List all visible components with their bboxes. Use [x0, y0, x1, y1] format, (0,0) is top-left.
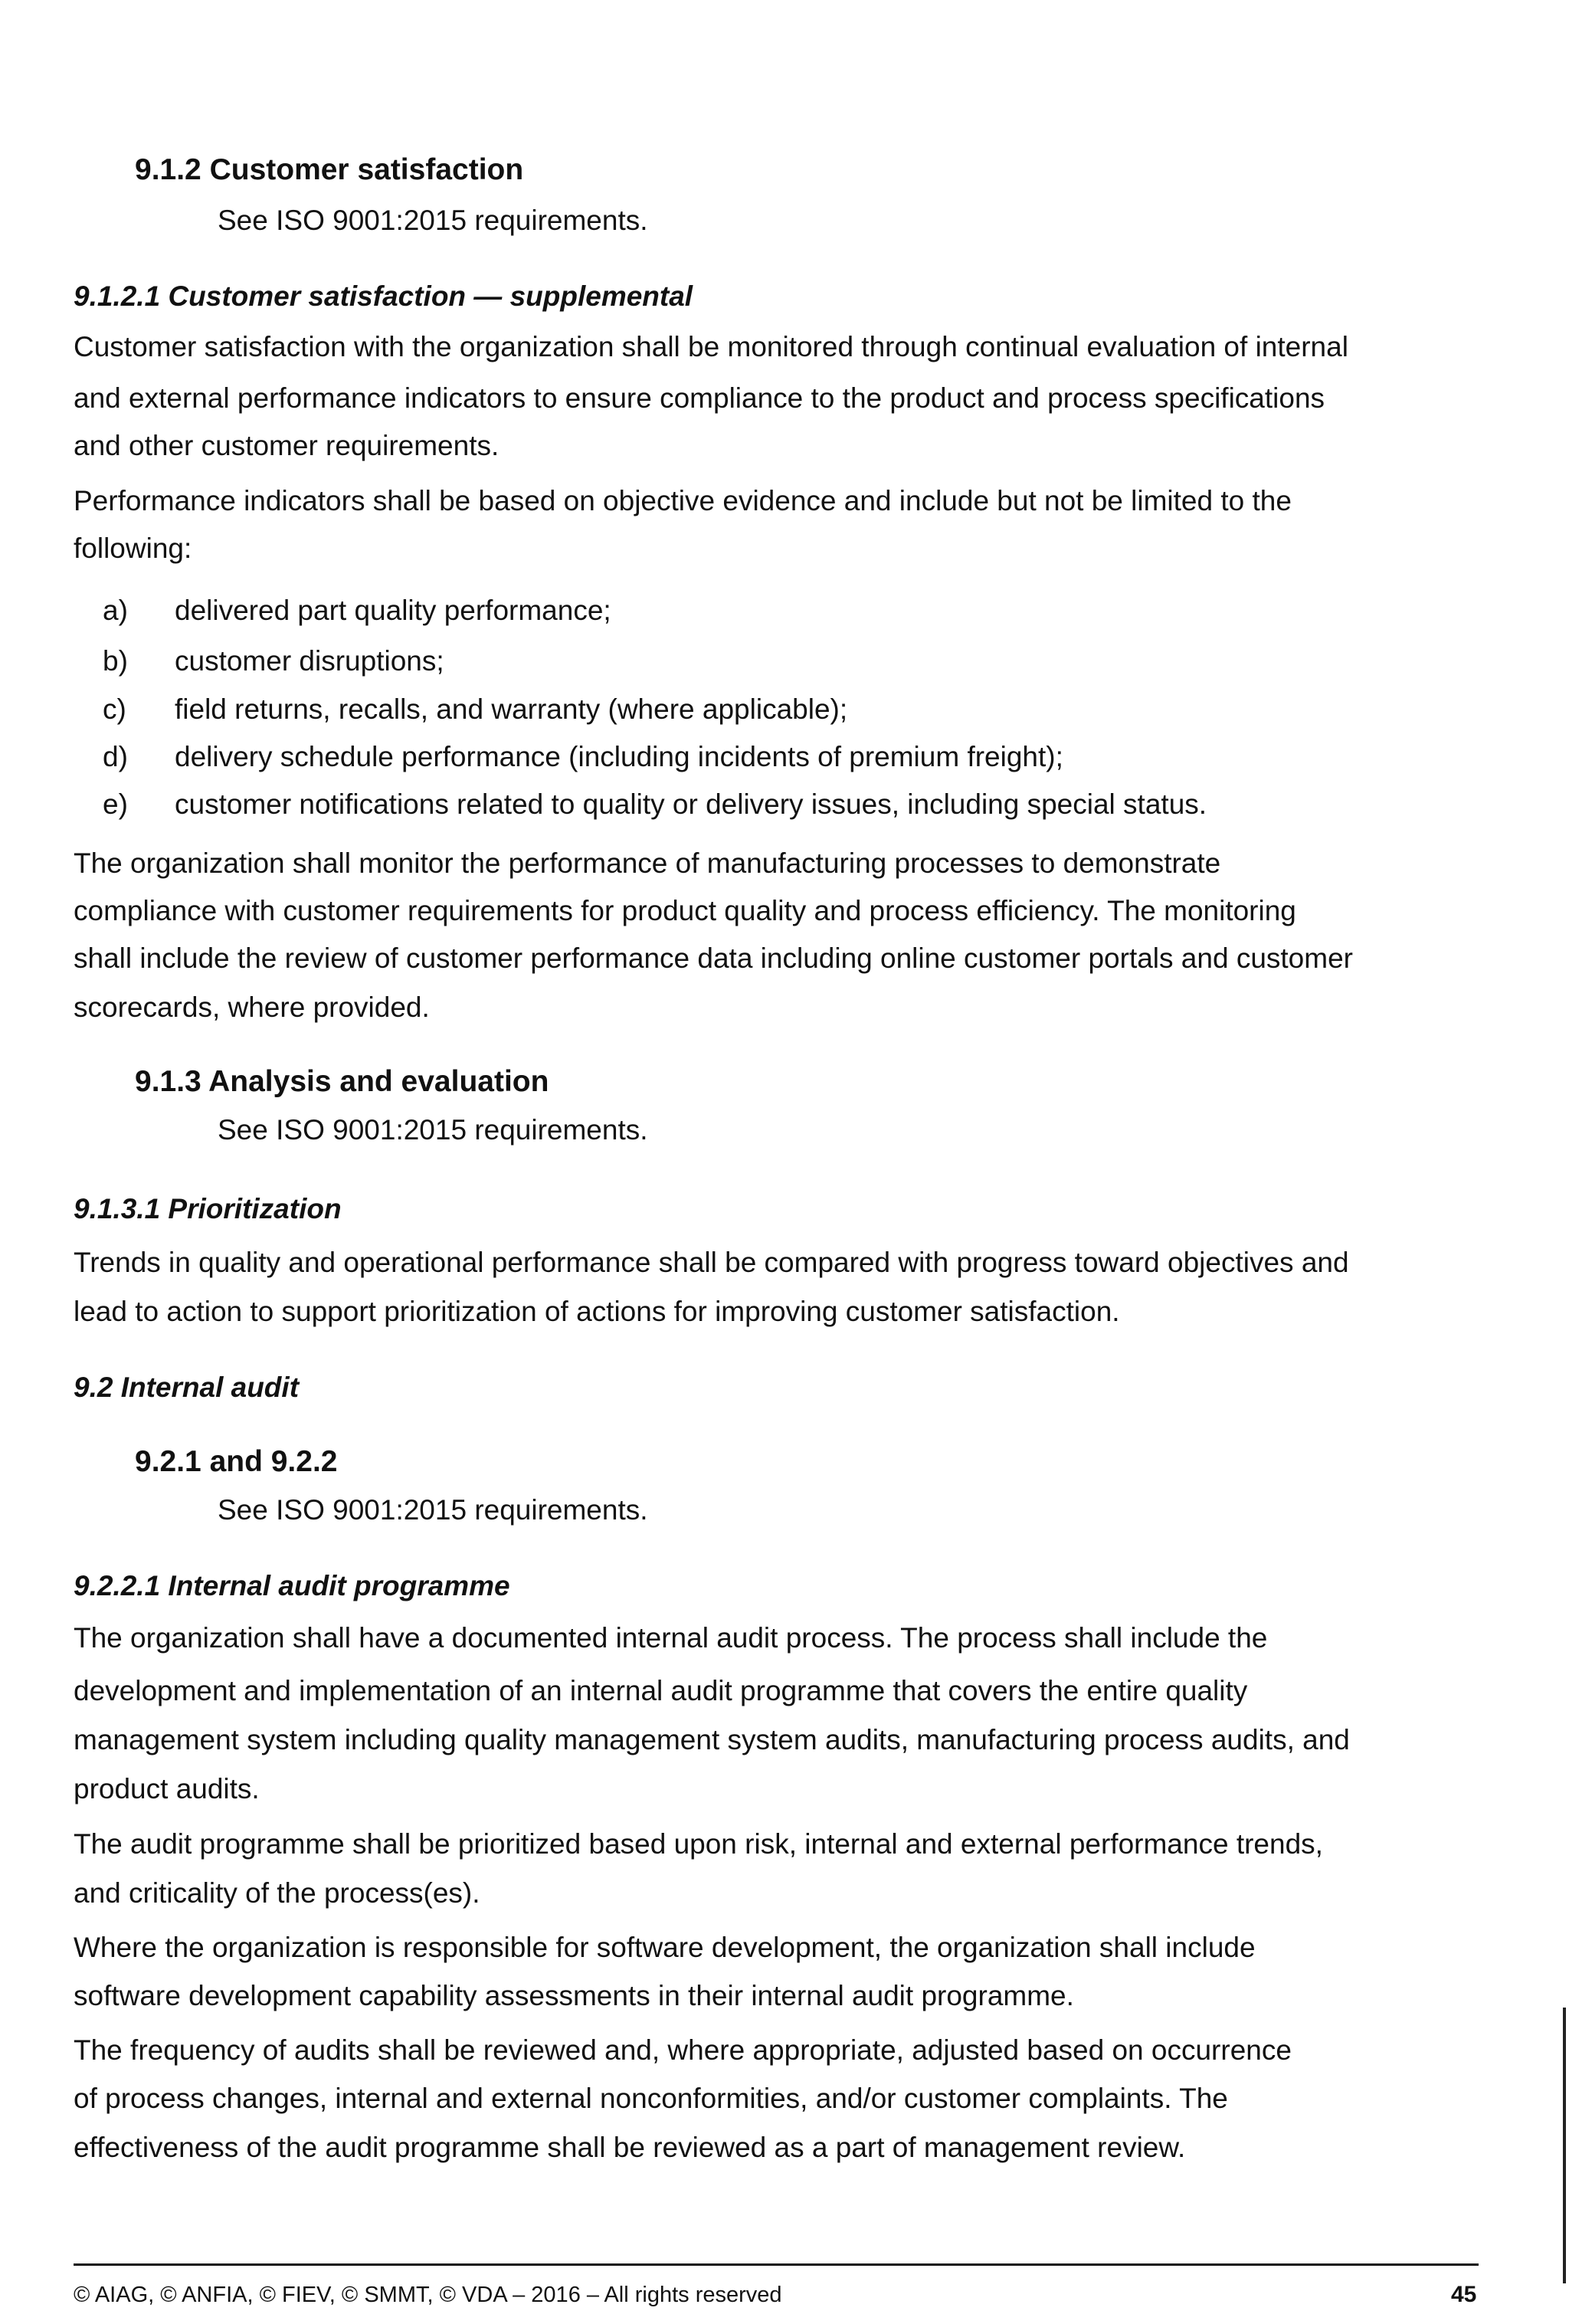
section-912-heading: 9.1.2 Customer satisfaction [135, 153, 524, 186]
section-9121-para3-line3: shall include the review of customer performance data including online customer portals and customer [74, 942, 1353, 974]
list-text: customer notifications related to quality or delivery issues, including special status. [175, 788, 1207, 820]
list-marker: c) [103, 693, 126, 725]
section-9121-para1-line1: Customer satisfaction with the organization shall be monitored through continual evaluation of internal [74, 331, 1348, 362]
section-9121-para2-line2: following: [74, 533, 192, 564]
list-text: delivered part quality performance; [175, 595, 611, 626]
list-text: customer disruptions; [175, 645, 444, 677]
page-number: 45 [1451, 2282, 1477, 2307]
section-9221-para2-line2: and criticality of the process(es). [74, 1877, 480, 1909]
section-9121-para1-line2: and external performance indicators to ensure compliance to the product and process specifications [74, 382, 1325, 414]
section-9131-heading: 9.1.3.1 Prioritization [74, 1193, 342, 1224]
section-9221-para1-line1: The organization shall have a documented internal audit process. The process shall include the [74, 1622, 1268, 1654]
list-marker: d) [103, 741, 128, 772]
section-9221-para4-line2: of process changes, internal and external nonconformities, and/or customer complaints. The [74, 2083, 1228, 2114]
section-9221-para4-line3: effectiveness of the audit programme shall be reviewed as a part of management review. [74, 2132, 1186, 2163]
section-9221-para3-line2: software development capability assessments in their internal audit programme. [74, 1980, 1074, 2011]
section-9121-number: 9.1.2.1 [74, 280, 161, 312]
section-9212-heading: 9.2.1 and 9.2.2 [135, 1445, 338, 1478]
section-9131-para-line2: lead to action to support prioritization of actions for improving customer satisfaction. [74, 1296, 1120, 1327]
list-text: field returns, recalls, and warranty (where applicable); [175, 693, 848, 725]
section-9221-para1-line2: development and implementation of an internal audit programme that covers the entire quality [74, 1675, 1248, 1706]
section-912-see-note: See ISO 9001:2015 requirements. [218, 205, 648, 236]
section-9221-para4-line1: The frequency of audits shall be reviewed and, where appropriate, adjusted based on occurrence [74, 2034, 1292, 2066]
section-9221-para3-line1: Where the organization is responsible for software development, the organization shall include [74, 1932, 1256, 1963]
section-9121-heading [74, 272, 1499, 320]
section-9121-para3-line1: The organization shall monitor the performance of manufacturing processes to demonstrate [74, 847, 1221, 879]
section-9121-title: Customer satisfaction — supplemental [168, 280, 693, 312]
list-text: delivery schedule performance (including incidents of premium freight); [175, 741, 1063, 772]
scan-edge-mark [1563, 2008, 1566, 2283]
section-9221-para1-line4: product audits. [74, 1773, 260, 1804]
section-9121-para2-line1: Performance indicators shall be based on objective evidence and include but not be limited to the [74, 485, 1292, 516]
section-92-heading: 9.2 Internal audit [74, 1372, 300, 1403]
section-9131-para-line1: Trends in quality and operational performance shall be compared with progress toward objectives and [74, 1247, 1349, 1278]
list-marker: e) [103, 788, 128, 820]
section-913-heading: 9.1.3 Analysis and evaluation [135, 1065, 549, 1098]
section-9121-para1-line3: and other customer requirements. [74, 430, 500, 461]
section-9221-para1-line3: management system including quality management system audits, manufacturing process audits, and [74, 1724, 1350, 1755]
footer-divider [74, 2263, 1479, 2266]
list-marker: b) [103, 645, 128, 677]
section-9212-see-note: See ISO 9001:2015 requirements. [218, 1494, 648, 1526]
section-9121-para3-line4: scorecards, where provided. [74, 992, 430, 1023]
section-9221-heading: 9.2.2.1 Internal audit programme [74, 1570, 510, 1601]
list-marker: a) [103, 595, 128, 626]
section-9221-para2-line1: The audit programme shall be prioritized based upon risk, internal and external performance trends, [74, 1828, 1323, 1860]
section-9121-para3-line2: compliance with customer requirements for product quality and process efficiency. The monitoring [74, 895, 1296, 926]
footer-copyright: © AIAG, © ANFIA, © FIEV, © SMMT, © VDA – 2016 – All rights reserved [74, 2283, 782, 2307]
section-913-see-note: See ISO 9001:2015 requirements. [218, 1114, 648, 1146]
